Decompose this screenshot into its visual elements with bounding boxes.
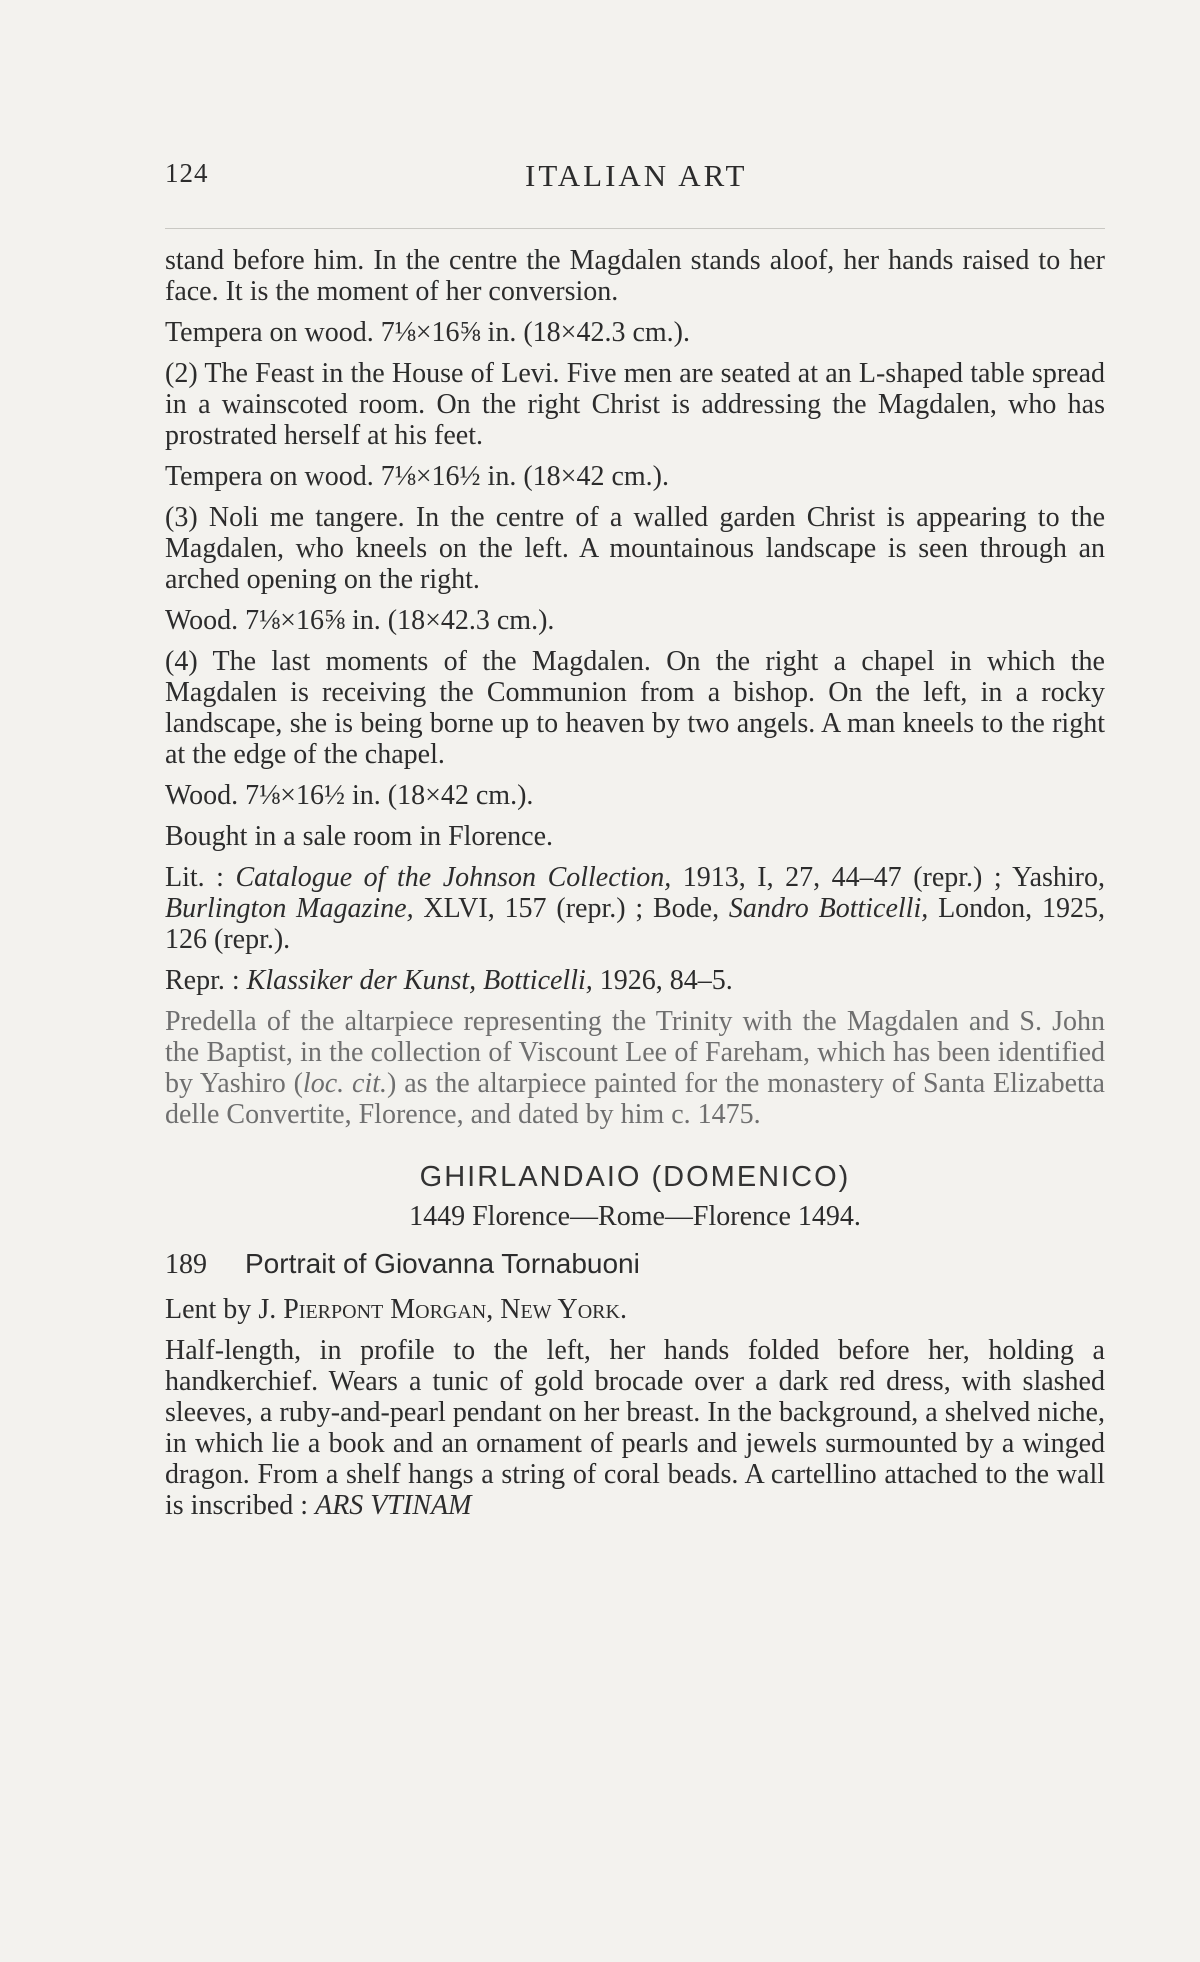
catalogue-entry-heading: [165, 1248, 1105, 1280]
predella-text-before: Predella of the altarpiece representing the Trinity with the Magdalen and S. John the Baptist, in the collection of Viscount Lee of Fareham, which has been identified by Yashiro (: [165, 1006, 1105, 1099]
literature-burlington-ref: XLVI, 157 (repr.) ; Bode,: [423, 893, 720, 924]
literature-bode-ref: London, 1925, 126 (repr.).: [165, 893, 1106, 955]
reproduction-ref: 1926, 84–5.: [599, 965, 733, 996]
predella-loc-cit: loc. cit.: [302, 1068, 388, 1099]
page-number: 124: [165, 158, 209, 188]
medium-dimensions-3: Wood. 7⅛×16⅝ in. (18×42.3 cm.).: [165, 605, 555, 636]
artist-heading: GHIRLANDAIO (DOMENICO): [419, 1161, 851, 1193]
entry-description-text: Half-length, in profile to the left, her hands folded before her, holding a handkerchief. Wears a tunic of gold brocade over a dark red dress, with slashed sleeves, a ruby-and-pearl pendant on her breast. In the background, a shelved niche, in which lie a book and an ornament of pearls and jewels surmounted by a winged dragon. From a shelf hangs a string of coral beads. A cartellino attached to the wall is inscribed :: [165, 1335, 1105, 1521]
entry-description: [165, 1335, 1105, 1521]
lender-name: J. Pierpont Morgan, New York.: [258, 1294, 627, 1325]
paragraph-noli-me-tangere: (3) Noli me tangere. In the centre of a walled garden Christ is appearing to the Magdalen, who kneels on the left. A mountainous landscape is seen through an arched opening on the right.: [165, 502, 1105, 595]
lender-prefix: Lent by: [165, 1294, 252, 1325]
paragraph-conversion: stand before him. In the centre the Magdalen stands aloof, her hands raised to her face. It is the moment of her conversion.: [165, 245, 1105, 307]
medium-dimensions-1: Tempera on wood. 7⅛×16⅝ in. (18×42.3 cm.).: [165, 317, 690, 348]
page-body: [165, 245, 1105, 1531]
inscription: ARS VTINAM: [315, 1490, 472, 1521]
literature-bode-title: Sandro Botticelli,: [728, 893, 929, 924]
artist-dates: 1449 Florence—Rome—Florence 1494.: [409, 1201, 861, 1232]
reproduction-label: Repr. :: [165, 965, 240, 996]
entry-title: Portrait of Giovanna Tornabuoni: [245, 1248, 640, 1279]
predella-note: [165, 1006, 1105, 1130]
provenance: Bought in a sale room in Florence.: [165, 821, 554, 852]
medium-dimensions-2: Tempera on wood. 7⅛×16½ in. (18×42 cm.).: [165, 461, 669, 492]
literature-catalogue-ref: 1913, I, 27, 44–47 (repr.) ; Yashiro,: [682, 862, 1106, 893]
paragraph-last-moments: (4) The last moments of the Magdalen. On the right a chapel in which the Magdalen is receiving the Communion from a bishop. On the left, in a rocky landscape, she is being borne up to heaven by two angels. A man kneels to the right at the edge of the chapel.: [165, 646, 1105, 770]
entry-number: 189: [165, 1249, 207, 1280]
paragraph-feast-levi: (2) The Feast in the House of Levi. Five men are seated at an L-shaped table spread in a wainscoted room. On the right Christ is addressing the Magdalen, who has prostrated herself at his feet.: [165, 358, 1105, 451]
literature-label: Lit. :: [165, 862, 224, 893]
reproduction: [165, 965, 1105, 996]
literature-catalogue-title: Catalogue of the Johnson Collection,: [235, 862, 672, 893]
reproduction-title: Klassiker der Kunst, Botticelli,: [246, 965, 593, 996]
medium-dimensions-4: Wood. 7⅛×16½ in. (18×42 cm.).: [165, 780, 534, 811]
page-header: [165, 158, 1095, 198]
literature-burlington-title: Burlington Magazine,: [165, 893, 414, 924]
running-head: ITALIAN ART: [525, 158, 748, 193]
lender-line: [165, 1294, 1105, 1325]
header-rule: [165, 228, 1105, 229]
literature: [165, 862, 1105, 955]
predella-text-after: ) as the altarpiece painted for the monastery of Santa Elizabetta delle Convertite, Florence, and dated by him c. 1475.: [165, 1068, 1105, 1130]
